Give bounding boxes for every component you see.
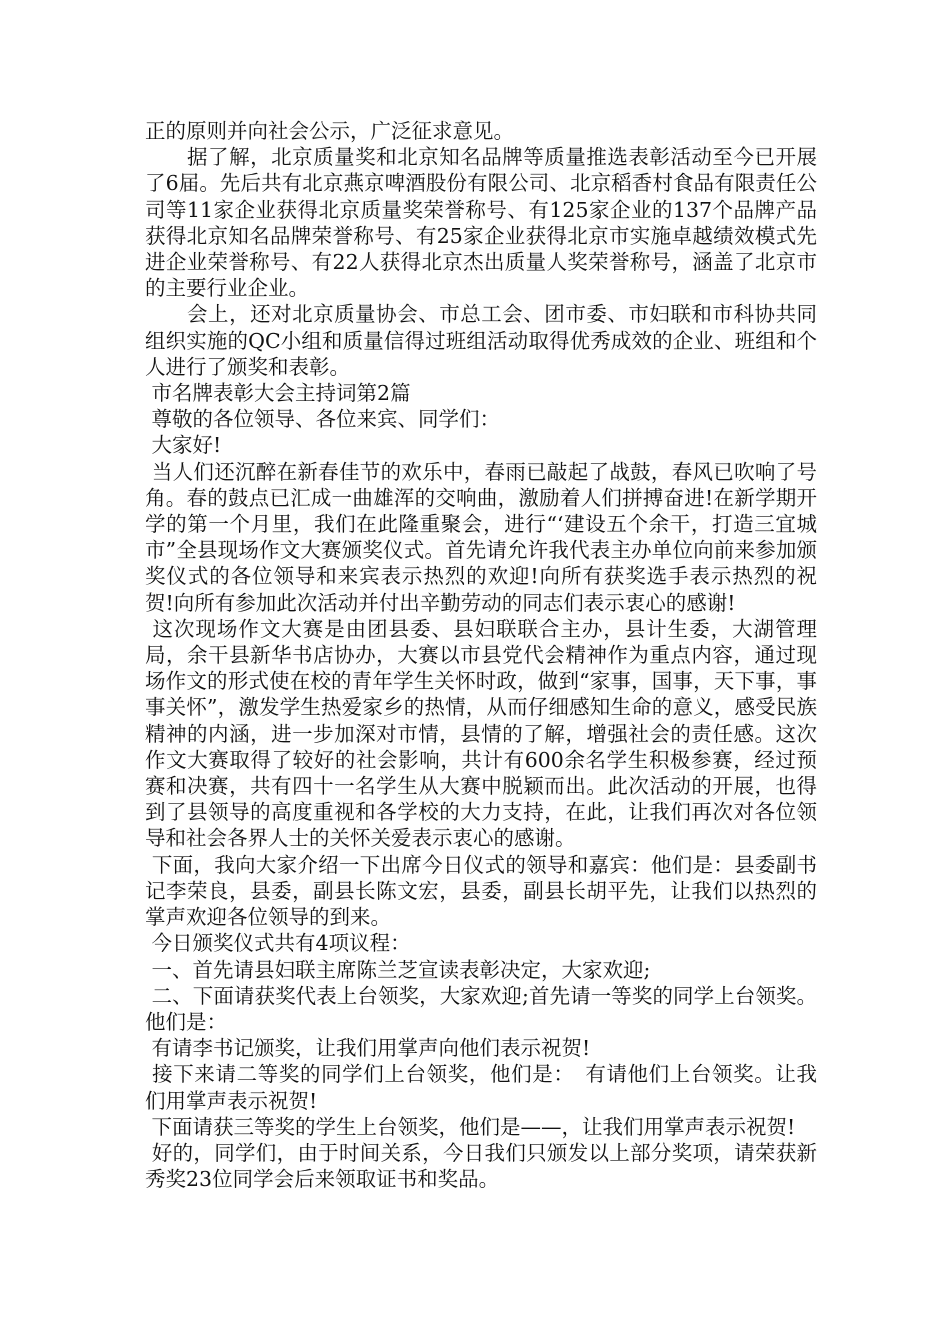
paragraph-contest-description: 这次现场作文大赛是由团县委、县妇联联合主办，县计生委，大湖管理局，余干县新华书店协办，大赛以市县党代会精神作为重点内容，通过现场作文的形式使在校的青年学生关怀时政，做到“家事，国事，天下事，事事关怀”，激发学生热爱家乡的热情，从而仔细感知生命的意义，感受民族精神的内涵，进一步加深对市情，县情的了解，增强社会的责任感。这次作文大赛取得了较好的社会影响，共计有600余名学生积极参赛，经过预赛和决赛，共有四十一名学生从大赛中脱颖而出。此次活动的开展，也得到了县领导的高度重视和各学校的大力支持，在此，让我们再次对各位领导和社会各界人士的关怀关爱表示衷心的感谢。 (145, 616, 817, 851)
salutation: 尊敬的各位领导、各位来宾、同学们： (145, 407, 501, 432)
agenda-item-1: 一、首先请县妇联主席陈兰芝宣读表彰决定，大家欢迎; (145, 957, 651, 982)
paragraph-second-prize: 接下来请二等奖的同学们上台领奖，他们是： 有请他们上台领奖。让我们用掌声表示祝贺! (145, 1062, 817, 1113)
paragraph-guest-introduction: 下面，我向大家介绍一下出席今日仪式的领导和嘉宾：他们是：县委副书记李荣良，县委，副县长陈文宏，县委，副县长胡平先，让我们以热烈的掌声欢迎各位领导的到来。 (145, 852, 817, 930)
document-page (145, 118, 817, 1192)
paragraph-intro-tail: 正的原则并向社会公示，广泛征求意见。 (145, 119, 514, 143)
greeting: 大家好! (145, 433, 222, 458)
paragraph-meeting-awards: 会上，还对北京质量协会、市总工会、团市委、市妇联和市科协共同组织实施的QC小组和质量信得过班组活动取得优秀成效的企业、班组和个人进行了颁奖和表彰。 (145, 302, 817, 379)
paragraph-closing: 好的，同学们，由于时间关系，今日我们只颁发以上部分奖项，请荣获新秀奖23位同学会后来领取证书和奖品。 (145, 1140, 817, 1192)
section-title: 市名牌表彰大会主持词第2篇 (145, 381, 411, 406)
paragraph-first-prize-presenter: 有请李书记颁奖，让我们用掌声向他们表示祝贺! (145, 1036, 591, 1061)
paragraph-third-prize: 下面请获三等奖的学生上台领奖，他们是——，让我们用掌声表示祝贺! (145, 1114, 796, 1139)
paragraph-beijing-quality-award: 据了解，北京质量奖和北京知名品牌等质量推选表彰活动至今已开展了6届。先后共有北京燕京啤酒股份有限公司、北京稻香村食品有限责任公司等11家企业获得北京质量奖荣誉称号、有125家企业的137个品牌产品获得北京知名品牌荣誉称号、有25家企业获得北京市实施卓越绩效模式先进企业荣誉称号、有22人获得北京杰出质量人奖荣誉称号，涵盖了北京市的主要行业企业。 (145, 145, 817, 301)
paragraph-agenda-heading: 今日颁奖仪式共有4项议程： (145, 931, 411, 956)
paragraph-opening: 当人们还沉醉在新春佳节的欢乐中，春雨已敲起了战鼓，春风已吹响了号角。春的鼓点已汇成一曲雄浑的交响曲，激励着人们拼搏奋进!在新学期开学的第一个月里，我们在此隆重聚会，进行“‘建设五个余干，打造三宜城市”全县现场作文大赛颁奖仪式。首先请允许我代表主办单位向前来参加颁奖仪式的各位领导和来宾表示热烈的欢迎!向所有获奖选手表示热烈的祝贺!向所有参加此次活动并付出辛勤劳动的同志们表示衷心的感谢! (145, 459, 817, 615)
agenda-item-2: 二、下面请获奖代表上台领奖，大家欢迎;首先请一等奖的同学上台领奖。他们是： (145, 983, 817, 1034)
